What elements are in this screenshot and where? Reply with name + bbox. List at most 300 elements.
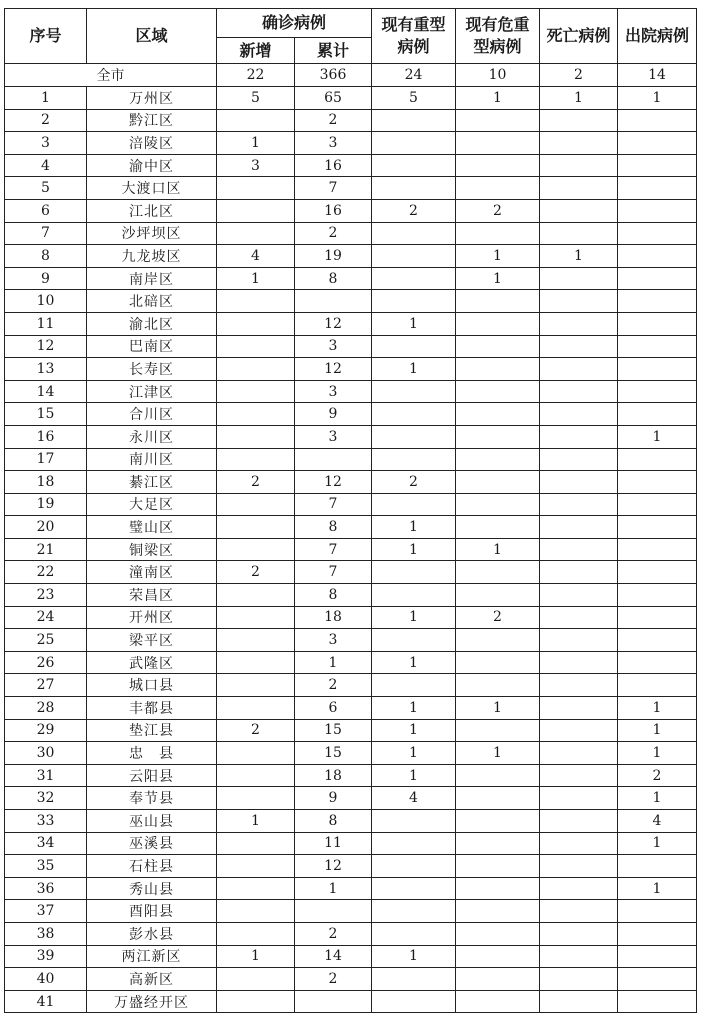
cell-seq: 40 — [5, 968, 87, 991]
cell-deaths — [540, 651, 618, 674]
cell-severe: 2 — [372, 199, 456, 222]
cell-new: 2 — [217, 561, 295, 584]
cell-new — [217, 290, 295, 313]
cell-new — [217, 832, 295, 855]
cell-deaths — [540, 922, 618, 945]
cell-cumulative: 9 — [295, 403, 372, 426]
cell-critical: 1 — [456, 742, 540, 765]
cell-discharged — [618, 900, 697, 923]
cell-seq: 1 — [5, 87, 87, 110]
cell-severe — [372, 154, 456, 177]
cell-area: 大足区 — [87, 493, 217, 516]
cell-seq: 28 — [5, 697, 87, 720]
cell-area: 梁平区 — [87, 629, 217, 652]
cell-discharged — [618, 267, 697, 290]
cell-severe — [372, 810, 456, 833]
cell-severe: 2 — [372, 471, 456, 494]
cell-critical — [456, 335, 540, 358]
header-critical-line1: 现有危重 — [465, 15, 530, 34]
table-row — [5, 922, 697, 945]
cell-cumulative: 2 — [295, 968, 372, 991]
table-row — [5, 584, 697, 607]
cell-area: 巴南区 — [87, 335, 217, 358]
table-row — [5, 245, 697, 268]
cell-cumulative: 11 — [295, 832, 372, 855]
cell-discharged — [618, 990, 697, 1013]
cell-severe — [372, 132, 456, 155]
cell-discharged — [618, 584, 697, 607]
cell-critical — [456, 493, 540, 516]
cell-area: 铜梁区 — [87, 538, 217, 561]
cell-seq: 7 — [5, 222, 87, 245]
cell-discharged — [618, 561, 697, 584]
cell-seq: 16 — [5, 425, 87, 448]
cell-critical — [456, 990, 540, 1013]
cell-cumulative: 9 — [295, 787, 372, 810]
cell-seq: 6 — [5, 199, 87, 222]
cell-area: 忠 县 — [87, 742, 217, 765]
cell-area: 石柱县 — [87, 855, 217, 878]
cell-severe — [372, 674, 456, 697]
cell-seq: 32 — [5, 787, 87, 810]
cell-new — [217, 900, 295, 923]
table-row — [5, 516, 697, 539]
header-deaths: 死亡病例 — [540, 9, 618, 64]
cell-cumulative: 2 — [295, 109, 372, 132]
cell-seq: 26 — [5, 651, 87, 674]
cell-severe — [372, 629, 456, 652]
cell-area: 奉节县 — [87, 787, 217, 810]
cell-cumulative: 8 — [295, 810, 372, 833]
cell-deaths — [540, 990, 618, 1013]
cell-area: 九龙坡区 — [87, 245, 217, 268]
cell-new — [217, 584, 295, 607]
cell-critical — [456, 380, 540, 403]
cell-discharged: 1 — [618, 425, 697, 448]
cell-deaths — [540, 335, 618, 358]
cell-severe — [372, 584, 456, 607]
cell-discharged — [618, 177, 697, 200]
cell-seq: 19 — [5, 493, 87, 516]
cell-critical — [456, 787, 540, 810]
cell-severe — [372, 222, 456, 245]
cell-deaths — [540, 968, 618, 991]
cell-cumulative: 3 — [295, 132, 372, 155]
cell-cumulative: 2 — [295, 222, 372, 245]
total-new: 22 — [217, 64, 295, 87]
cell-deaths — [540, 109, 618, 132]
cell-deaths — [540, 697, 618, 720]
cell-new — [217, 764, 295, 787]
cell-seq: 10 — [5, 290, 87, 313]
cell-deaths — [540, 719, 618, 742]
cell-area: 潼南区 — [87, 561, 217, 584]
cell-discharged — [618, 199, 697, 222]
cell-deaths — [540, 290, 618, 313]
cell-deaths — [540, 764, 618, 787]
cell-deaths — [540, 674, 618, 697]
cell-area: 巫山县 — [87, 810, 217, 833]
cell-severe — [372, 109, 456, 132]
cell-critical: 2 — [456, 199, 540, 222]
cell-critical: 2 — [456, 606, 540, 629]
cell-discharged — [618, 674, 697, 697]
cell-deaths — [540, 832, 618, 855]
cell-new: 1 — [217, 132, 295, 155]
cell-deaths — [540, 516, 618, 539]
cell-critical: 1 — [456, 87, 540, 110]
cell-deaths — [540, 448, 618, 471]
cell-area: 城口县 — [87, 674, 217, 697]
cell-critical — [456, 968, 540, 991]
cell-seq: 36 — [5, 877, 87, 900]
cell-area: 綦江区 — [87, 471, 217, 494]
cell-cumulative: 7 — [295, 177, 372, 200]
cell-deaths — [540, 312, 618, 335]
cell-seq: 8 — [5, 245, 87, 268]
cell-seq: 25 — [5, 629, 87, 652]
total-severe: 24 — [372, 64, 456, 87]
cell-critical — [456, 290, 540, 313]
header-confirmed: 确诊病例 — [217, 9, 372, 38]
cell-seq: 15 — [5, 403, 87, 426]
cell-severe — [372, 380, 456, 403]
cell-discharged — [618, 471, 697, 494]
cell-area: 垫江县 — [87, 719, 217, 742]
cell-area: 万盛经开区 — [87, 990, 217, 1013]
cell-cumulative — [295, 990, 372, 1013]
cell-discharged — [618, 945, 697, 968]
cell-critical — [456, 222, 540, 245]
cell-critical — [456, 877, 540, 900]
table-row — [5, 380, 697, 403]
cell-severe: 1 — [372, 651, 456, 674]
cell-critical — [456, 561, 540, 584]
cell-severe — [372, 335, 456, 358]
cell-seq: 13 — [5, 358, 87, 381]
header-severe-line1: 现有重型 — [381, 15, 446, 34]
cell-cumulative: 15 — [295, 719, 372, 742]
cell-critical — [456, 674, 540, 697]
cell-cumulative: 7 — [295, 561, 372, 584]
cell-seq: 23 — [5, 584, 87, 607]
cell-severe — [372, 877, 456, 900]
cell-new — [217, 629, 295, 652]
cell-area: 酉阳县 — [87, 900, 217, 923]
cell-discharged — [618, 493, 697, 516]
cell-cumulative: 18 — [295, 764, 372, 787]
cell-severe — [372, 267, 456, 290]
cell-cumulative — [295, 448, 372, 471]
cell-discharged — [618, 222, 697, 245]
cell-deaths — [540, 222, 618, 245]
cell-discharged — [618, 403, 697, 426]
table-row — [5, 945, 697, 968]
total-label: 全市 — [5, 64, 217, 87]
cell-deaths — [540, 177, 618, 200]
cell-critical — [456, 832, 540, 855]
cell-cumulative: 12 — [295, 855, 372, 878]
cell-deaths — [540, 267, 618, 290]
cell-discharged — [618, 516, 697, 539]
cell-area: 璧山区 — [87, 516, 217, 539]
cell-deaths — [540, 584, 618, 607]
header-area: 区域 — [87, 9, 217, 64]
cell-critical — [456, 810, 540, 833]
cell-seq: 4 — [5, 154, 87, 177]
cell-area: 渝北区 — [87, 312, 217, 335]
table-row — [5, 832, 697, 855]
cell-critical: 1 — [456, 245, 540, 268]
cell-new: 3 — [217, 154, 295, 177]
cell-deaths: 1 — [540, 245, 618, 268]
header-cumulative: 累计 — [295, 38, 372, 64]
cell-severe — [372, 245, 456, 268]
cell-critical: 1 — [456, 538, 540, 561]
table-row — [5, 290, 697, 313]
cell-seq: 5 — [5, 177, 87, 200]
cell-seq: 27 — [5, 674, 87, 697]
cell-seq: 31 — [5, 764, 87, 787]
cell-new: 1 — [217, 945, 295, 968]
cell-seq: 20 — [5, 516, 87, 539]
table-row — [5, 358, 697, 381]
total-critical: 10 — [456, 64, 540, 87]
cell-new — [217, 787, 295, 810]
cell-critical — [456, 629, 540, 652]
cell-critical — [456, 900, 540, 923]
table-row — [5, 132, 697, 155]
cell-area: 万州区 — [87, 87, 217, 110]
cell-severe — [372, 990, 456, 1013]
table-row — [5, 968, 697, 991]
cell-new — [217, 109, 295, 132]
cell-deaths — [540, 606, 618, 629]
cell-cumulative: 65 — [295, 87, 372, 110]
cell-cumulative: 19 — [295, 245, 372, 268]
cell-area: 荣昌区 — [87, 584, 217, 607]
cell-critical — [456, 719, 540, 742]
cell-severe — [372, 900, 456, 923]
cell-discharged — [618, 109, 697, 132]
cell-critical — [456, 154, 540, 177]
cell-discharged: 2 — [618, 764, 697, 787]
cell-seq: 14 — [5, 380, 87, 403]
cell-discharged — [618, 855, 697, 878]
cell-new — [217, 922, 295, 945]
cell-deaths — [540, 154, 618, 177]
cell-new — [217, 335, 295, 358]
cell-seq: 2 — [5, 109, 87, 132]
cell-new — [217, 674, 295, 697]
cell-area: 丰都县 — [87, 697, 217, 720]
cell-seq: 39 — [5, 945, 87, 968]
cell-new: 1 — [217, 267, 295, 290]
cell-severe: 1 — [372, 764, 456, 787]
cell-seq: 41 — [5, 990, 87, 1013]
cell-cumulative: 1 — [295, 877, 372, 900]
cell-deaths: 1 — [540, 87, 618, 110]
header-severe-line2: 病例 — [397, 37, 430, 56]
cell-area: 南岸区 — [87, 267, 217, 290]
cell-discharged — [618, 380, 697, 403]
cell-new — [217, 877, 295, 900]
cell-seq: 12 — [5, 335, 87, 358]
table-row — [5, 877, 697, 900]
table-row — [5, 154, 697, 177]
cell-deaths — [540, 471, 618, 494]
cell-new — [217, 651, 295, 674]
table-row — [5, 742, 697, 765]
cell-severe — [372, 968, 456, 991]
cell-discharged — [618, 538, 697, 561]
cell-seq: 33 — [5, 810, 87, 833]
cell-new — [217, 516, 295, 539]
cell-deaths — [540, 855, 618, 878]
cell-discharged — [618, 290, 697, 313]
cell-severe: 1 — [372, 312, 456, 335]
cell-discharged — [618, 651, 697, 674]
table-row — [5, 222, 697, 245]
cell-new — [217, 425, 295, 448]
header-severe — [372, 9, 456, 64]
cell-severe — [372, 922, 456, 945]
cell-seq: 24 — [5, 606, 87, 629]
cell-severe: 1 — [372, 538, 456, 561]
cell-seq: 30 — [5, 742, 87, 765]
cell-deaths — [540, 561, 618, 584]
cell-cumulative: 3 — [295, 380, 372, 403]
cell-severe — [372, 425, 456, 448]
cell-critical: 1 — [456, 267, 540, 290]
cell-new — [217, 538, 295, 561]
cell-severe — [372, 177, 456, 200]
table-row — [5, 425, 697, 448]
cell-area: 长寿区 — [87, 358, 217, 381]
cell-cumulative: 18 — [295, 606, 372, 629]
cell-severe: 5 — [372, 87, 456, 110]
cell-discharged: 1 — [618, 87, 697, 110]
total-cumulative: 366 — [295, 64, 372, 87]
cell-severe: 4 — [372, 787, 456, 810]
cell-area: 江北区 — [87, 199, 217, 222]
cell-area: 两江新区 — [87, 945, 217, 968]
cell-severe — [372, 832, 456, 855]
cell-discharged — [618, 245, 697, 268]
cell-discharged — [618, 335, 697, 358]
cell-new: 5 — [217, 87, 295, 110]
cell-area: 彭水县 — [87, 922, 217, 945]
cell-seq: 38 — [5, 922, 87, 945]
cell-critical — [456, 855, 540, 878]
cell-severe — [372, 448, 456, 471]
cell-discharged: 1 — [618, 742, 697, 765]
cell-area: 云阳县 — [87, 764, 217, 787]
cell-critical — [456, 403, 540, 426]
table-row — [5, 697, 697, 720]
cell-seq: 34 — [5, 832, 87, 855]
cell-cumulative: 12 — [295, 358, 372, 381]
table-row — [5, 335, 697, 358]
cell-discharged — [618, 132, 697, 155]
cell-new — [217, 222, 295, 245]
cell-new — [217, 493, 295, 516]
cell-new — [217, 177, 295, 200]
cell-new: 4 — [217, 245, 295, 268]
cell-cumulative: 12 — [295, 312, 372, 335]
cell-critical — [456, 922, 540, 945]
cell-cumulative: 12 — [295, 471, 372, 494]
cell-cumulative: 7 — [295, 538, 372, 561]
cell-seq: 9 — [5, 267, 87, 290]
cell-new — [217, 697, 295, 720]
table-row — [5, 606, 697, 629]
cell-area: 高新区 — [87, 968, 217, 991]
cell-seq: 35 — [5, 855, 87, 878]
cell-cumulative: 8 — [295, 516, 372, 539]
cell-area: 沙坪坝区 — [87, 222, 217, 245]
cell-critical — [456, 448, 540, 471]
cell-seq: 29 — [5, 719, 87, 742]
case-statistics-table — [4, 8, 697, 1013]
cell-seq: 18 — [5, 471, 87, 494]
cell-cumulative: 3 — [295, 629, 372, 652]
cell-area: 永川区 — [87, 425, 217, 448]
table-row — [5, 493, 697, 516]
cell-area: 武隆区 — [87, 651, 217, 674]
cell-critical — [456, 177, 540, 200]
cell-new — [217, 358, 295, 381]
cell-new: 1 — [217, 810, 295, 833]
cell-deaths — [540, 199, 618, 222]
cell-deaths — [540, 629, 618, 652]
cell-deaths — [540, 810, 618, 833]
cell-severe: 1 — [372, 945, 456, 968]
table-row — [5, 855, 697, 878]
cell-discharged — [618, 968, 697, 991]
cell-area: 涪陵区 — [87, 132, 217, 155]
cell-critical — [456, 651, 540, 674]
cell-new — [217, 199, 295, 222]
cell-area: 开州区 — [87, 606, 217, 629]
cell-cumulative: 3 — [295, 335, 372, 358]
cell-critical — [456, 516, 540, 539]
header-row-1 — [5, 9, 697, 38]
cell-discharged: 1 — [618, 877, 697, 900]
cell-new — [217, 742, 295, 765]
table-row — [5, 900, 697, 923]
cell-discharged: 1 — [618, 697, 697, 720]
cell-area: 江津区 — [87, 380, 217, 403]
cell-discharged — [618, 629, 697, 652]
cell-discharged — [618, 312, 697, 335]
cell-severe — [372, 290, 456, 313]
cell-critical — [456, 358, 540, 381]
cell-deaths — [540, 900, 618, 923]
cell-critical — [456, 584, 540, 607]
table-row — [5, 719, 697, 742]
table-row — [5, 764, 697, 787]
table-row — [5, 651, 697, 674]
cell-cumulative: 7 — [295, 493, 372, 516]
cell-area: 大渡口区 — [87, 177, 217, 200]
cell-critical — [456, 471, 540, 494]
table-row — [5, 810, 697, 833]
table-row — [5, 990, 697, 1013]
table-row — [5, 561, 697, 584]
cell-critical — [456, 945, 540, 968]
cell-deaths — [540, 403, 618, 426]
